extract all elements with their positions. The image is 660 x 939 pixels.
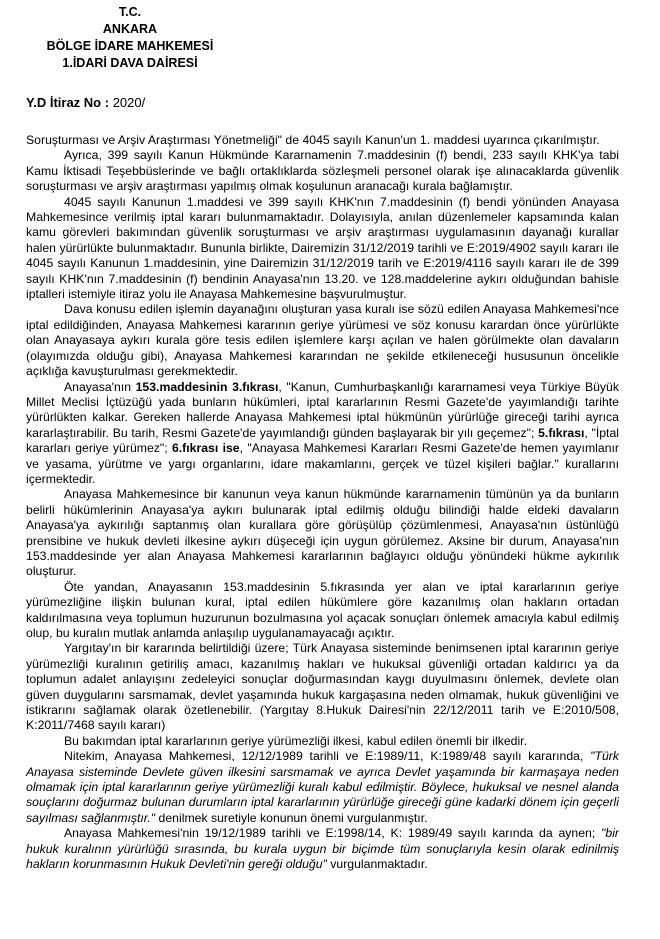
paragraph-11 xyxy=(26,826,619,872)
p11-quote: "bir hukuk kuralının yürürlüğü sırasında, bu kurala uygun bir biçimde tüm sonuçlarıyla kesin olarak edinilmiş hakların korunmasının Hukuk Devleti'nin gereği olduğu" xyxy=(26,826,619,872)
header-line-tc: T.C. xyxy=(118,5,142,19)
paragraph-7: Öte yandan, Anayasanın 153.maddesinin 5.fıkrasında yer alan ve iptal kararlarının geriye yürümezliğine ilişkin bulunan kural, iptal edilen hükümlere göre kazanılmış olan hakların ortadan kaldırılmasına veya toplumun huzurunun bozulmasına yol açacak sonuçları önlemek amacıyla kabul edilmiş olup, bu kuralın mutlak anlamda anlaşılıp uygulanamayacağı açıktır. xyxy=(26,579,619,640)
p5-text-a: Anayasa'nın xyxy=(64,379,136,394)
p10-text-c: denilmek suretiyle konunun önemi vurgulanmıştır. xyxy=(155,810,428,825)
p5-text-e: , "İptal kararları geriye yürümez"; xyxy=(26,425,619,456)
paragraph-2: Ayrıca, 399 sayılı Kanun Hükmünde Kararnamenin 7.maddesinin (f) bendi, 233 sayılı KHK'ya tabi Kamu İktisadi Teşebbüslerinde ve bağlı ortaklıklarda sözleşmeli personel olarak işe alınacaklarda güvenlik soruşturması ve arşiv araştırması yapılmış olmak koşulunun aranacağı kurala bağlamıştır. xyxy=(26,148,619,194)
paragraph-9: Bu bakımdan iptal kararlarının geriye yürümezliği ilkesi, kabul edilen önemli bir ilkedir. xyxy=(64,733,527,748)
p10-quote: "Türk Anayasa sisteminde Devlete güven ilkesini sarsmamak ve ayrıca Devlet yaşamında bir karmaşaya neden olmamak için iptal kararlarının geriye yürümezliği kuralı kabul edilmiştir. Böylece, hukuksal ve nesnel alanda souçlarını doğurmaz bulunan durumların iptal kararlarının yürürlüğe gireceği güne kadarki dönem için geçerli sayılması sağlanmıştır." xyxy=(26,749,619,825)
document-body xyxy=(26,133,619,873)
p11-text-a: Anayasa Mahkemesi'nin 19/12/1989 tarihli ve E:1998/14, K: 1989/49 sayılı karında da aynen; xyxy=(64,826,602,841)
header-line-court: BÖLGE İDARE MAHKEMESİ xyxy=(46,39,214,53)
p5-bold-sixth: 6.fıkrası ise xyxy=(171,441,240,456)
paragraph-10 xyxy=(26,749,619,826)
objection-number xyxy=(26,95,145,111)
paragraph-5 xyxy=(26,380,619,488)
p5-bold-fifth: 5.fıkrası xyxy=(538,425,585,440)
paragraph-4: Dava konusu edilen işlemin dayanağını oluşturan yasa kuralı ise sözü edilen Anayasa Mahkemesi'nce iptal edildiğinden, Anayasa Mahkemesi kararının geriye yürümesi ve söz konusu karardan önce yürürlükte olan Anayasaya aykırı kurala göre tesis edilen işlemlere karşı açılan ve halen görülmekte olan davaların (olayımızda olduğu gibi), Anayasa Mahkemesi kararından ne şekilde etkileneceği hususunun öncelikle açıklığa kavuşturulması gerekmektedir. xyxy=(26,302,619,379)
p5-bold-article: 153.maddesinin 3.fıkrası xyxy=(135,379,279,394)
p5-text-g: , "Anayasa Mahkemesi Kararları Resmi Gazete'de hemen yayımlanır ve yasama, yürütme ve yargı organlarını, idare makamlarını, gerçek ve tüzel kişileri bağlar." kurallarını içermektedir. xyxy=(26,441,619,486)
p10-text-a: Nitekim, Anayasa Mahkemesi, 12/12/1989 tarihli ve E:1989/11, K:1989/48 sayılı kararında, xyxy=(64,749,591,764)
court-header xyxy=(0,4,260,72)
objection-number-value: 2020/ xyxy=(109,95,146,110)
header-line-chamber: 1.İDARİ DAVA DAİRESİ xyxy=(62,56,198,70)
paragraph-1: Soruşturması ve Arşiv Araştırması Yönetmeliği" de 4045 sayılı Kanun'un 1. maddesi uyarınca çıkarılmıştır. xyxy=(26,133,600,147)
paragraph-8: Yargıtay'ın bir kararında belirtildiği üzere; Türk Anayasa sisteminde benimsenen iptal kararının geriye yürümezliği kuralının getiriliş amacı, kazanılmış hakları ve hukuksal güvenliği ortadan kaldırıcı ya da toplumun adalet anlayışını zedeleyici sonuçlar doğurmasından kaygı duyulmasını önlemek, devlete olan güven duygularını sarsmamak, devlet yaşamında hukuk kargaşasına neden olmamak, hukuk güvenliğini ve istikrarını sağlamak olarak özetlenebilir. (Yargıtay 8.Hukuk Dairesi'nin 22/12/2011 tarih ve E:2010/508, K:2011/7468 sayılı kararı) xyxy=(26,641,619,733)
p11-text-c: vurgulanmaktadır. xyxy=(326,857,428,872)
header-line-city: ANKARA xyxy=(102,22,158,36)
objection-number-label: Y.D İtiraz No : xyxy=(26,95,110,110)
paragraph-3: 4045 sayılı Kanunun 1.maddesi ve 399 sayılı KHK'nın 7.maddesinin (f) bendi yönünden Anayasa Mahkemesince verilmiş iptal kararı bulunmamaktadır. Dolayısıyla, anılan düzenlemeler kapsamında kalan kamu görevleri bakımından güvenlik soruşturması ve arşiv araştırması uygulamasının dayanağı kurallar halen yürürlükte bulunmaktadır. Bununla birlikte, Dairemizin 31/12/2019 tarihli ve E:2019/4902 sayılı kararı ile 4045 sayılı Kanunun 1.maddesinin, yine Dairemizin 31/12/2019 tarih ve E:2019/4116 sayılı kararı ile de 399 sayılı KHK'nın 7.maddesinin (f) bendinin Anayasa'nın 13.20. ve 128.maddelerine aykırı olduğundan bahisle iptalleri istemiyle itiraz yolu ile Anayasa Mahkemesine başvurulmuştur. xyxy=(26,194,619,302)
paragraph-6: Anayasa Mahkemesince bir kanunun veya kanun hükmünde kararnamenin tümünün ya da bunların belirli hükümlerinin Anayasa'ya aykırı bulunarak iptal edilmiş olduğu bilindiği halde eldeki davaların Anayasa'ya aykırılığı saptanmış olan kurallara göre görüşülüp çözümlenmesi, Anayasa'nın üstünlüğü prensibine ve hukuk devleti ilkesine aykırı düşeceği için uygun görülemez. Aksine bir durum, Anayasa'nın 153.maddesinde yer alan Anayasa Mahkemesi kararlarının bağlayıcı olduğu yönündeki hükme aykırılık oluşturur. xyxy=(26,487,619,579)
p5-text-c: , "Kanun, Cumhurbaşkanlığı kararnamesi veya Türkiye Büyük Millet Meclisi İçtüzüğü yada bunların hükümleri, iptal kararlarının Resmi Gazete'de yayımlandığı tarihte yürürlükten kalkar. Gereken hallerde Anayasa Mahkemesi iptal hükmünün yürürlüğe gireceği tarihi ayrıca kararlaştırabilir. Bu tarih, Resmi Gazete'de yayımlandığı günden başlayarak bir yılı geçemez"; xyxy=(26,379,619,440)
